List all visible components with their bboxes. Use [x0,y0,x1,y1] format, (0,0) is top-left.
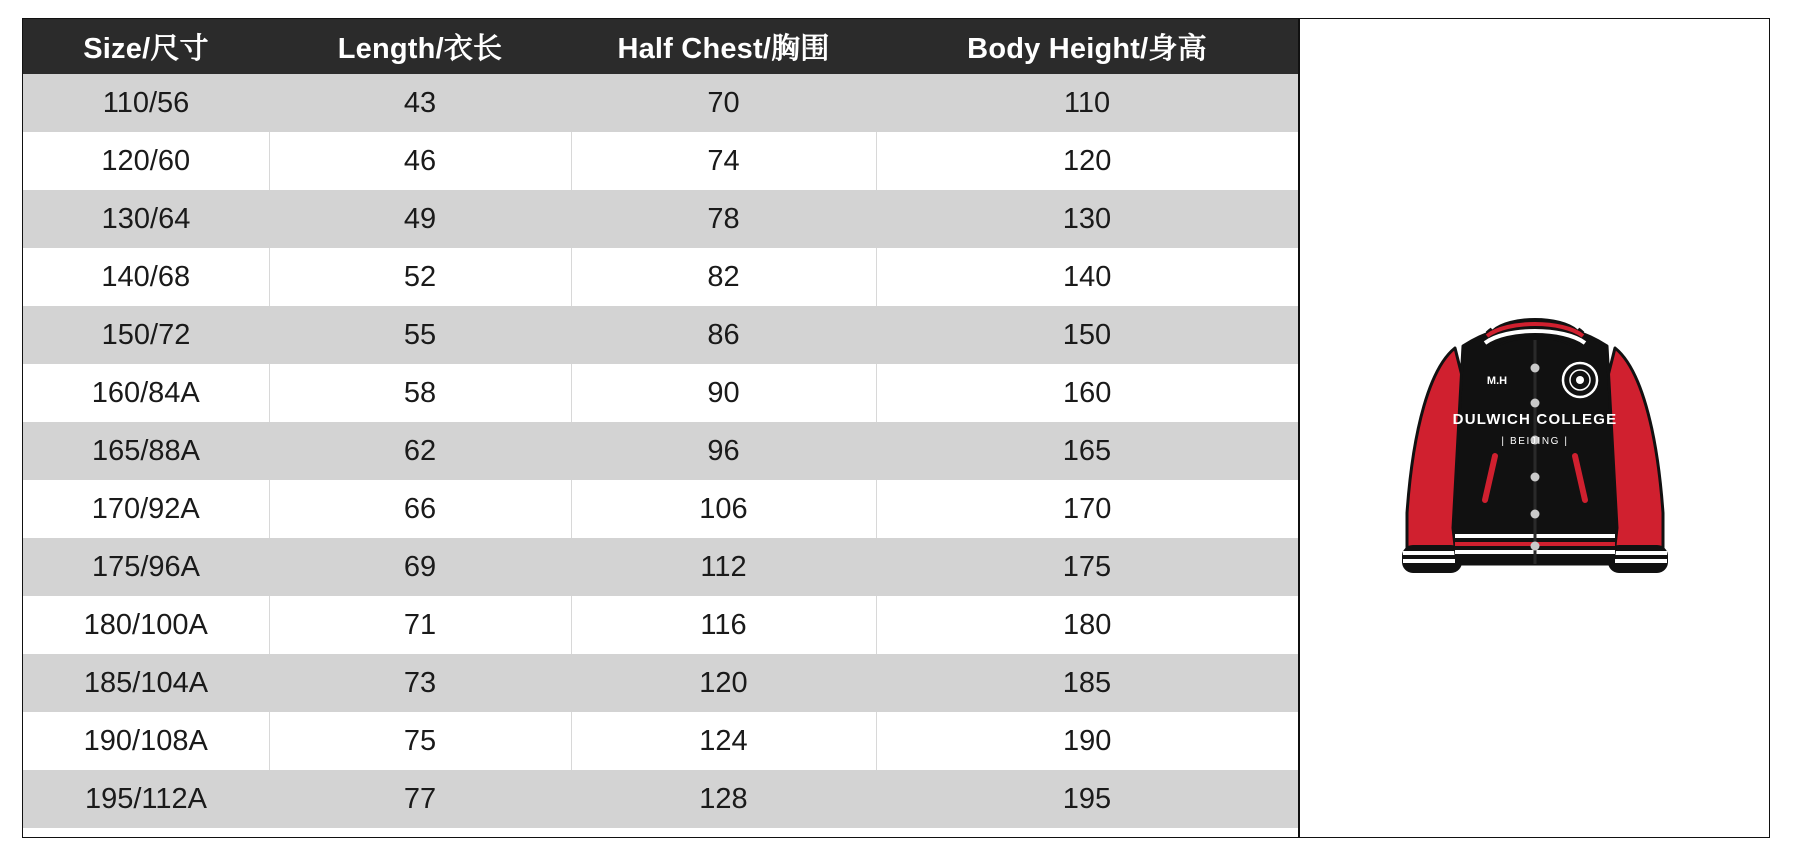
cell-length: 52 [269,248,571,306]
cell-half-chest: 106 [571,480,876,538]
column-header-length: Length/衣长 [269,19,571,74]
cell-body-height: 165 [876,422,1298,480]
table-row [23,306,1298,364]
cell-body-height: 185 [876,654,1298,712]
cell-body-height: 195 [876,770,1298,828]
table-row [23,596,1298,654]
cell-body-height: 160 [876,364,1298,422]
cell-half-chest: 70 [571,74,876,132]
jacket-brand-name: DULWICH COLLEGE [1452,411,1617,428]
table-row [23,248,1298,306]
table-row [23,74,1298,132]
cell-half-chest: 124 [571,712,876,770]
cell-length: 77 [269,770,571,828]
column-header-half-chest: Half Chest/胸围 [571,19,876,74]
size-table-body [23,74,1298,828]
cell-half-chest: 96 [571,422,876,480]
column-header-body-height: Body Height/身高 [876,19,1298,74]
cell-length: 46 [269,132,571,190]
cell-body-height: 190 [876,712,1298,770]
cell-body-height: 180 [876,596,1298,654]
cell-length: 73 [269,654,571,712]
cell-length: 49 [269,190,571,248]
cell-half-chest: 90 [571,364,876,422]
cell-half-chest: 74 [571,132,876,190]
jacket-right-cuff [1609,546,1667,572]
cell-length: 58 [269,364,571,422]
cell-length: 75 [269,712,571,770]
cell-size: 120/60 [23,132,269,190]
cell-body-height: 170 [876,480,1298,538]
cell-length: 66 [269,480,571,538]
jacket-monogram: M.H [1486,375,1507,387]
cell-body-height: 140 [876,248,1298,306]
table-row [23,770,1298,828]
cell-size: 185/104A [23,654,269,712]
cell-length: 55 [269,306,571,364]
cell-half-chest: 128 [571,770,876,828]
cell-body-height: 120 [876,132,1298,190]
cell-size: 110/56 [23,74,269,132]
cell-half-chest: 82 [571,248,876,306]
cell-size: 175/96A [23,538,269,596]
table-row [23,364,1298,422]
jacket-brand-location: | BEIJING | [1500,436,1569,447]
cell-size: 140/68 [23,248,269,306]
cell-size: 160/84A [23,364,269,422]
table-row [23,538,1298,596]
cell-size: 195/112A [23,770,269,828]
column-header-size: Size/尺寸 [23,19,269,74]
table-row [23,712,1298,770]
jacket-left-cuff [1403,546,1461,572]
table-row [23,190,1298,248]
cell-body-height: 175 [876,538,1298,596]
cell-length: 71 [269,596,571,654]
cell-body-height: 110 [876,74,1298,132]
cell-size: 180/100A [23,596,269,654]
cell-half-chest: 120 [571,654,876,712]
cell-length: 69 [269,538,571,596]
size-table [23,19,1298,828]
product-image-panel [1298,19,1769,837]
table-row [23,132,1298,190]
cell-half-chest: 86 [571,306,876,364]
size-chart-content [22,18,1770,838]
table-header-row [23,19,1298,74]
cell-size: 130/64 [23,190,269,248]
varsity-jacket-illustration [1335,228,1735,628]
cell-body-height: 150 [876,306,1298,364]
cell-body-height: 130 [876,190,1298,248]
cell-length: 43 [269,74,571,132]
table-row [23,480,1298,538]
cell-size: 165/88A [23,422,269,480]
table-row [23,422,1298,480]
cell-size: 150/72 [23,306,269,364]
size-table-container [23,19,1298,837]
cell-half-chest: 112 [571,538,876,596]
jacket-crest-badge [1563,363,1597,397]
cell-length: 62 [269,422,571,480]
cell-half-chest: 78 [571,190,876,248]
cell-size: 190/108A [23,712,269,770]
cell-half-chest: 116 [571,596,876,654]
cell-size: 170/92A [23,480,269,538]
table-row [23,654,1298,712]
